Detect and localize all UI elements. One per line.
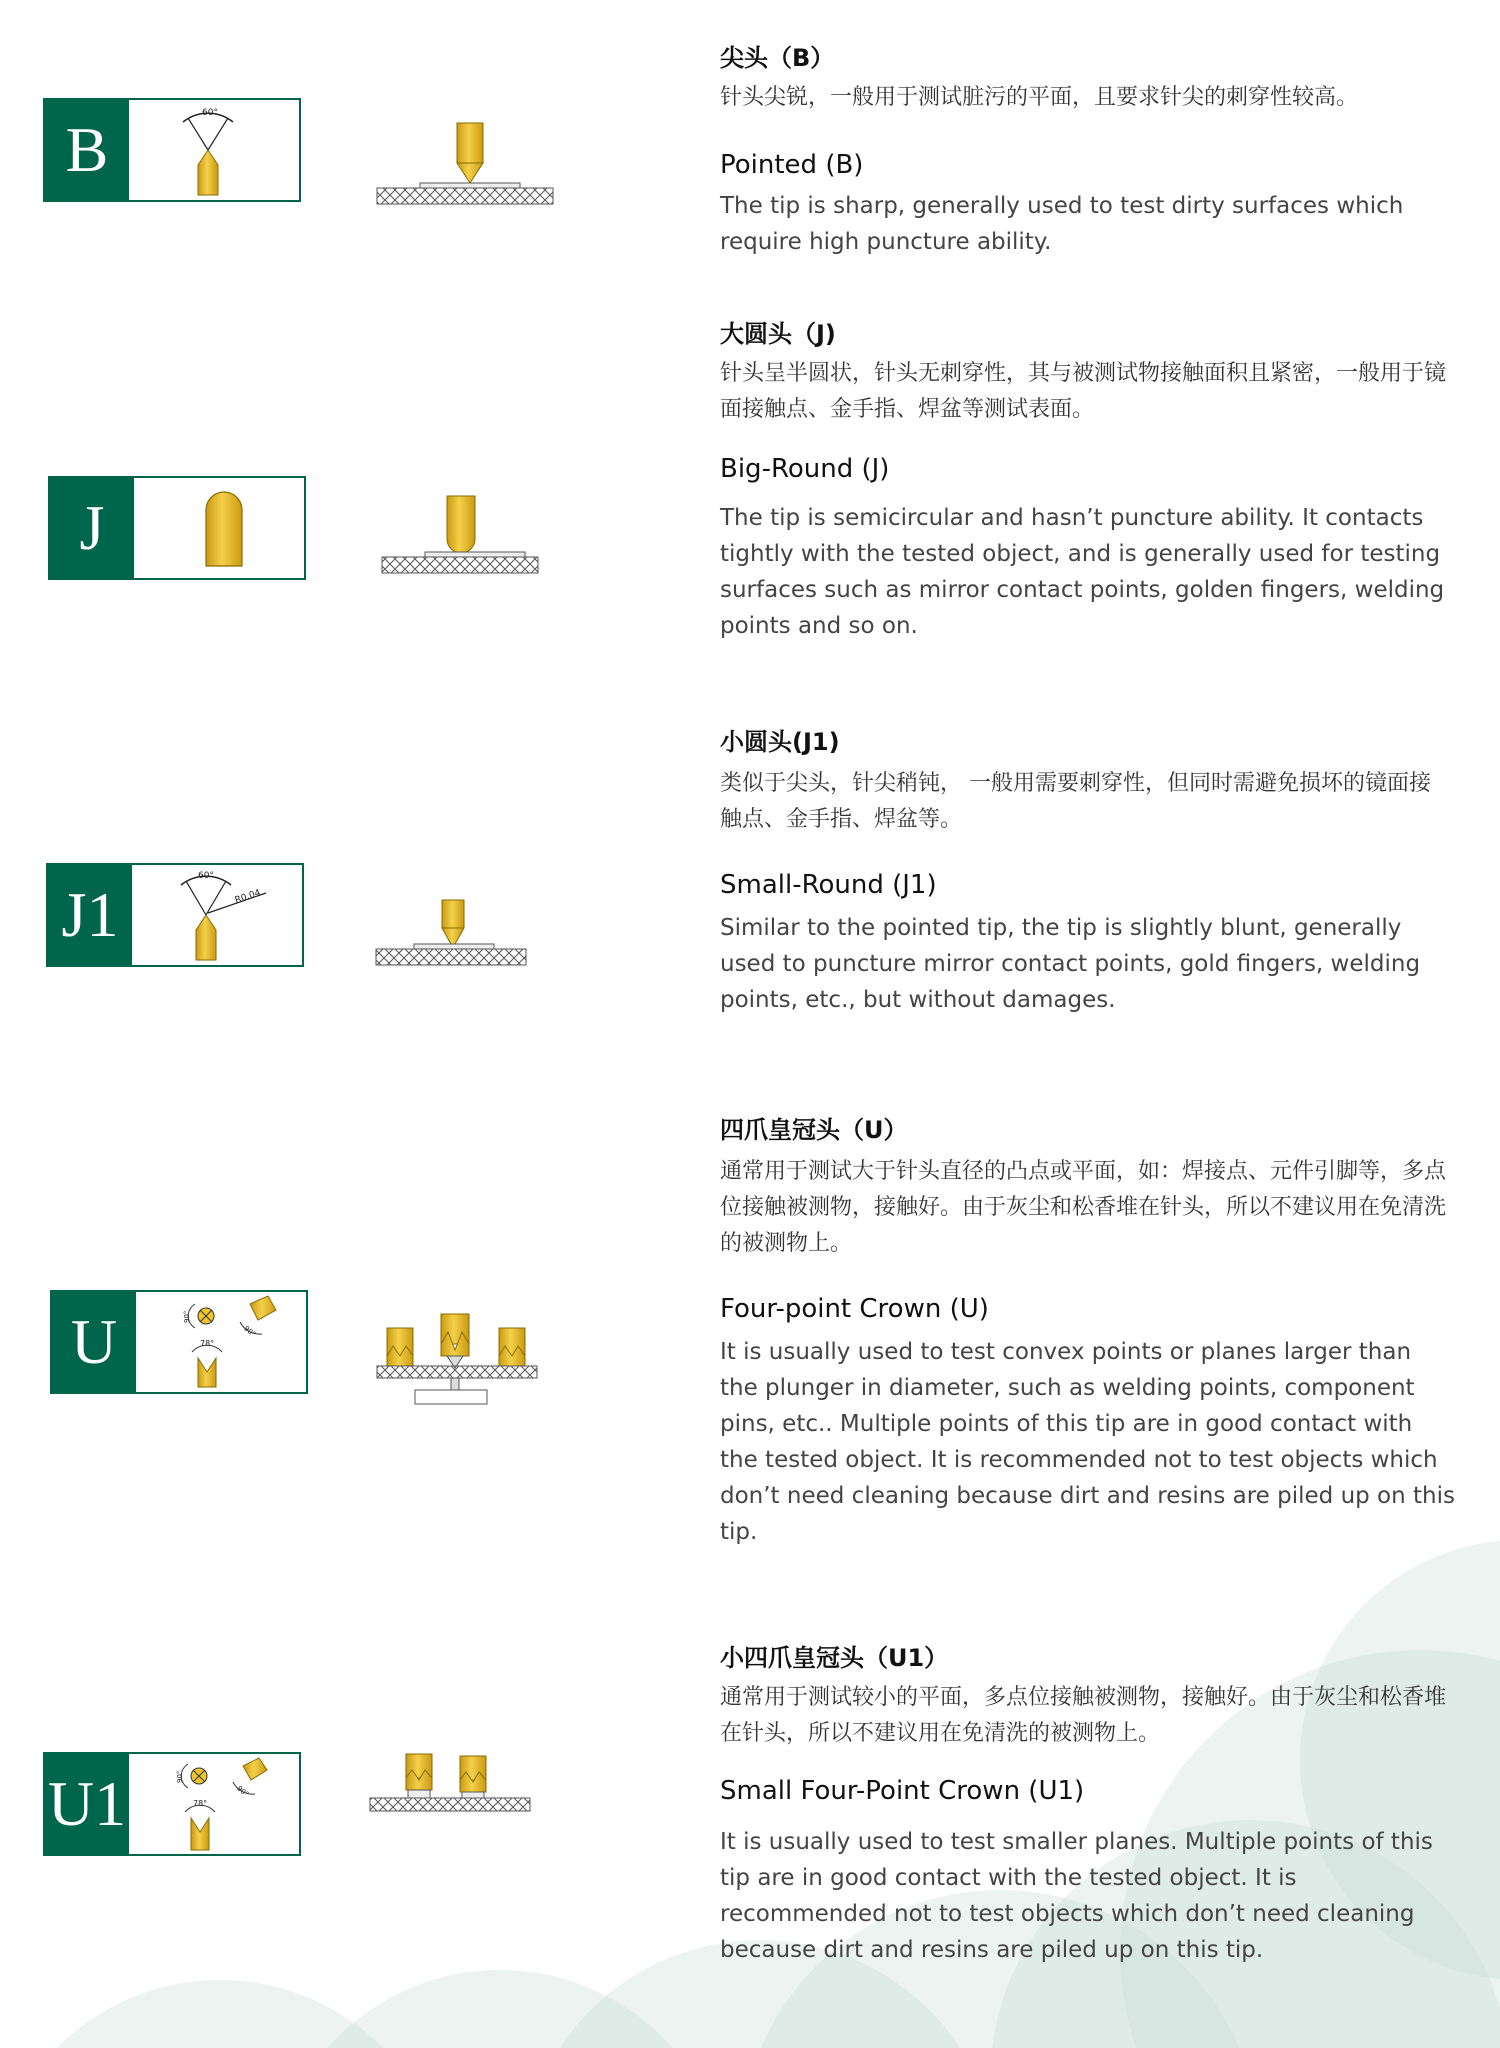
- small-round-tip-icon: [136, 865, 302, 965]
- pointed-tip-diagram: [375, 120, 555, 210]
- description-en: Similar to the pointed tip, the tip is slightly blunt, generally used to puncture mirror contact points, gold fingers, welding points, etc., but without damages.: [720, 915, 1421, 1013]
- description-en: It is usually used to test convex points or planes larger than the plunger in diameter, such as welding points, component pins, etc.. Multiple points of this tip are in good contact with the tested object. It is recommended not to test objects which don’t need cleaning because dirt and resins are piled up on this tip.: [720, 1339, 1455, 1545]
- description-cn: 类似于尖头，针尖稍钝， 一般用需要刺穿性，但同时需避免损坏的镜面接触点、金手指、焊盆等。: [720, 771, 1431, 832]
- round-tip-diagram: [380, 494, 560, 584]
- angle-label: 78°: [193, 1799, 208, 1808]
- description-cn: 通常用于测试大于针头直径的凸点或平面，如：焊接点、元件引脚等，多点位接触被测物，接触好。由于灰尘和松香堆在针头，所以不建议用在免清洗的被测物上。: [720, 1159, 1447, 1256]
- small-crown-tip-diagram: [368, 1742, 538, 1852]
- badge-letter: B: [45, 100, 129, 200]
- description-en: The tip is semicircular and hasn’t puncture ability. It contacts tightly with the tested object, and is generally used for testing surfaces such as mirror contact points, golden fingers, welding points and so on.: [720, 505, 1445, 639]
- radius-label: R0.04: [233, 888, 262, 906]
- description-en: The tip is sharp, generally used to test dirty surfaces which require high puncture ability.: [720, 193, 1404, 255]
- title-en: Four-point Crown (U): [720, 1294, 989, 1324]
- tip-badge-u1: [43, 1752, 301, 1856]
- angle-label: 90°: [176, 1770, 184, 1783]
- title-en: Small-Round (J1): [720, 870, 937, 900]
- badge-letter: J: [50, 478, 134, 578]
- title-en: Pointed (B): [720, 150, 864, 180]
- crown-tip-icon: [140, 1292, 306, 1392]
- title-cn: 大圆头（J): [720, 320, 836, 348]
- angle-label: 90°: [183, 1310, 191, 1323]
- title-cn: 尖头（B）: [720, 44, 835, 72]
- badge-letter: U1: [45, 1754, 129, 1854]
- description-cn: 针头呈半圆状，针头无刺穿性，其与被测试物接触面积且紧密，一般用于镜面接触点、金手指、焊盆等测试表面。: [720, 361, 1447, 422]
- tip-badge-j: [48, 476, 306, 580]
- title-cn: 小圆头(J1): [720, 728, 840, 756]
- description-en: It is usually used to test smaller planes. Multiple points of this tip are in good contact with the tested object. It is recommended not to test objects which don’t need cleaning because dirt and resins are piled up on this tip.: [720, 1829, 1433, 1963]
- pointed-tip-icon: [133, 100, 299, 200]
- title-cn: 四爪皇冠头（U）: [720, 1116, 908, 1144]
- angle-label: 78°: [200, 1339, 215, 1348]
- title-en: Big-Round (J): [720, 454, 890, 484]
- tip-badge-u: [50, 1290, 308, 1394]
- tip-badge-j1: [46, 863, 304, 967]
- angle-label: 90°: [242, 1324, 258, 1339]
- description-cn: 通常用于测试较小的平面，多点位接触被测物，接触好。由于灰尘和松香堆在针头，所以不建议用在免清洗的被测物上。: [720, 1685, 1447, 1746]
- title-en: Small Four-Point Crown (U1): [720, 1776, 1085, 1806]
- crown-tip-diagram: [375, 1310, 540, 1420]
- small-round-tip-diagram: [374, 898, 534, 978]
- small-crown-tip-icon: [133, 1754, 299, 1854]
- tip-badge-b: [43, 98, 301, 202]
- title-cn: 小四爪皇冠头（U1）: [720, 1644, 949, 1672]
- badge-letter: U: [52, 1292, 136, 1392]
- badge-letter: J1: [48, 865, 132, 965]
- round-tip-icon: [138, 478, 304, 578]
- description-cn: 针头尖锐，一般用于测试脏污的平面，且要求针尖的刺穿性较高。: [720, 85, 1359, 110]
- angle-label: 60°: [198, 871, 214, 881]
- angle-label: 90°: [235, 1784, 251, 1799]
- angle-label: 60°: [202, 108, 218, 118]
